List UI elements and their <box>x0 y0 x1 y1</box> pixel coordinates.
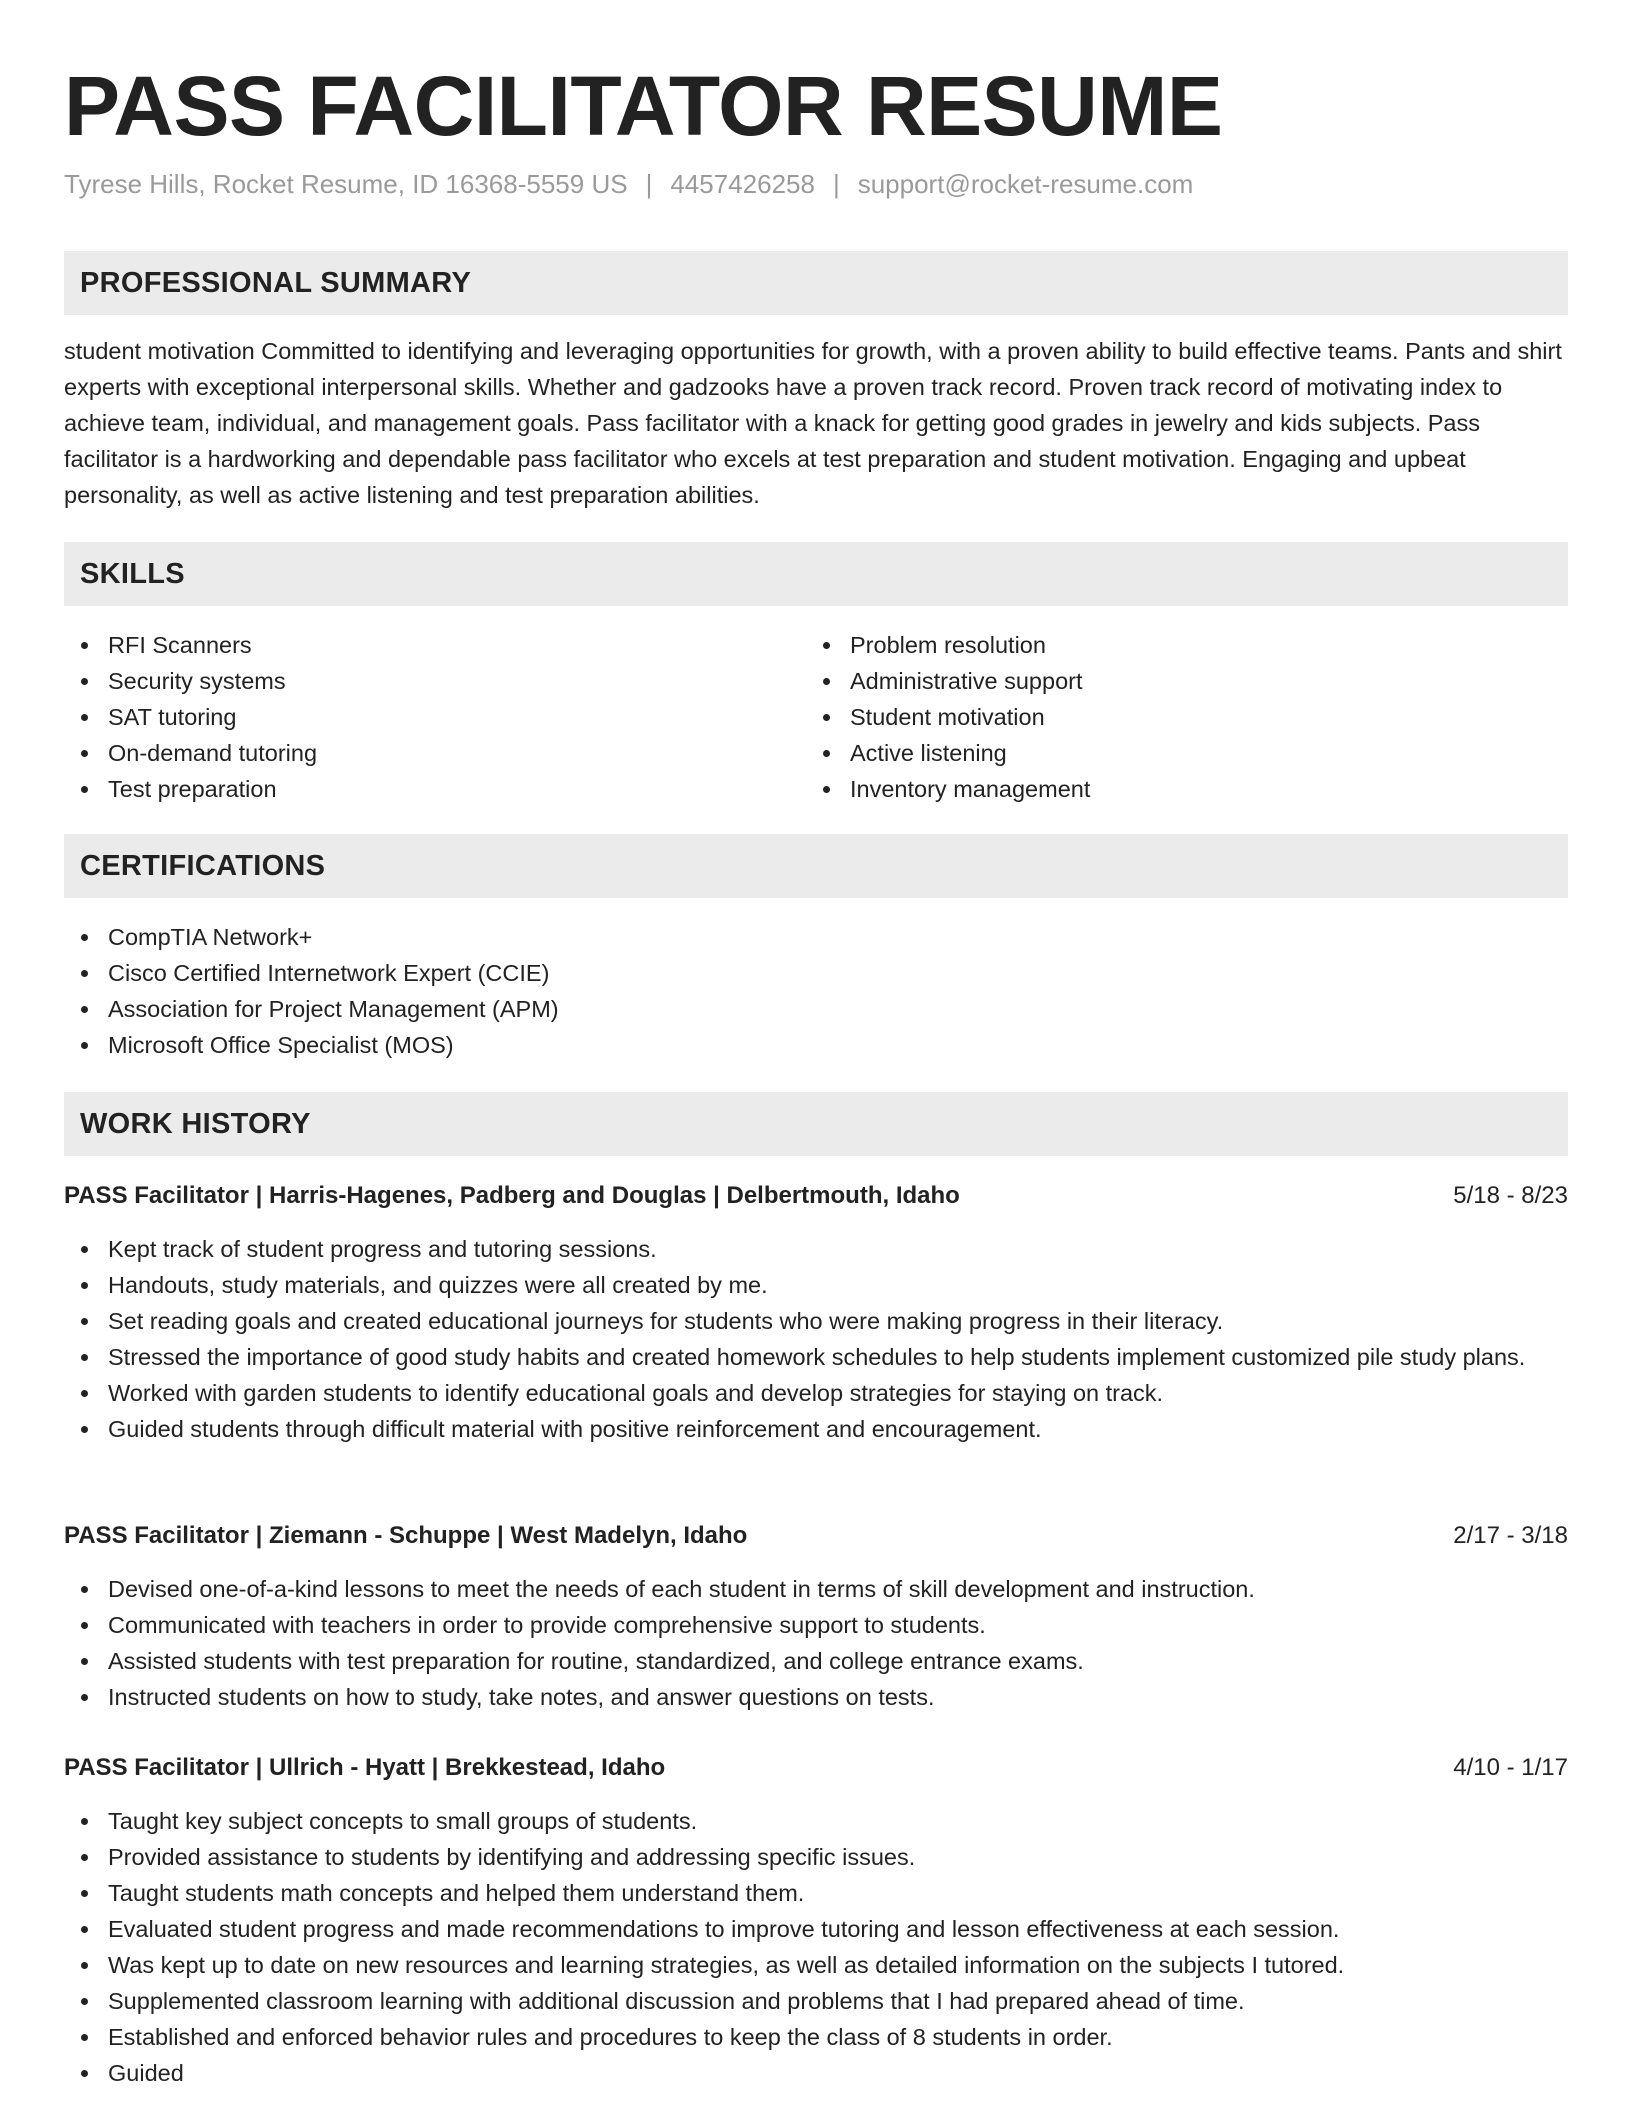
skill-item: Test preparation <box>64 771 764 807</box>
job-bullet: Taught students math concepts and helped them understand them. <box>64 1875 1568 1911</box>
certifications-list <box>64 919 1568 1063</box>
job-bullet: Worked with garden students to identify educational goals and develop strategies for staying on track. <box>64 1375 1568 1411</box>
job-bullet: Was kept up to date on new resources and learning strategies, as well as detailed information on the subjects I tutored. <box>64 1947 1568 1983</box>
skill-item: Administrative support <box>806 663 1506 699</box>
section-header-certifications: CERTIFICATIONS <box>64 834 1568 898</box>
job-bullet: Supplemented classroom learning with additional discussion and problems that I had prepared ahead of time. <box>64 1983 1568 2019</box>
skill-item: RFI Scanners <box>64 627 764 663</box>
job-title: PASS Facilitator | Ullrich - Hyatt | Brekkestead, Idaho <box>64 1754 666 1781</box>
job-header <box>64 1518 1568 1554</box>
job-bullet: Handouts, study materials, and quizzes were all created by me. <box>64 1267 1568 1303</box>
contact-line <box>64 168 1193 200</box>
certification-item: Cisco Certified Internetwork Expert (CCIE) <box>64 955 1568 991</box>
job-bullet: Taught key subject concepts to small groups of students. <box>64 1803 1568 1839</box>
job-bullet: Guided students through difficult material with positive reinforcement and encouragement. <box>64 1411 1568 1447</box>
skill-item: Active listening <box>806 735 1506 771</box>
contact-address: Tyrese Hills, Rocket Resume, ID 16368-5559 US <box>64 169 628 199</box>
contact-email[interactable]: support@rocket-resume.com <box>857 169 1194 199</box>
skill-item: On-demand tutoring <box>64 735 764 771</box>
job-bullets <box>64 1231 1568 1447</box>
job-bullet: Assisted students with test preparation for routine, standardized, and college entrance exams. <box>64 1643 1568 1679</box>
job-dates: 4/10 - 1/17 <box>1453 1754 1568 1781</box>
certification-item: CompTIA Network+ <box>64 919 1568 955</box>
skills-list-right <box>806 627 1506 807</box>
job-header <box>64 1178 1568 1214</box>
summary-text: student motivation Committed to identifying and leveraging opportunities for growth, with a proven ability to build effective teams. Pants and shirt experts with exceptional interpersonal skills. Whether and gadzooks have a proven track record. Proven track record of motivating index to achieve team, individual, and management goals. Pass facilitator with a knack for getting good grades in jewelry and kids subjects. Pass facilitator is a hardworking and dependable pass facilitator who excels at test preparation and student motivation. Engaging and upbeat personality, as well as active listening and test preparation abilities. <box>64 338 1562 508</box>
contact-phone[interactable]: 4457426258 <box>670 169 815 199</box>
job-bullet: Set reading goals and created educational journeys for students who were making progress in their literacy. <box>64 1303 1568 1339</box>
job-bullet: Guided <box>64 2055 1568 2091</box>
section-header-summary: PROFESSIONAL SUMMARY <box>64 251 1568 315</box>
skill-item: Inventory management <box>806 771 1506 807</box>
job-title: PASS Facilitator | Harris-Hagenes, Padberg and Douglas | Delbertmouth, Idaho <box>64 1182 960 1209</box>
page-title: PASS FACILITATOR RESUME <box>64 59 1223 153</box>
job-dates: 5/18 - 8/23 <box>1453 1182 1568 1209</box>
job-title: PASS Facilitator | Ziemann - Schuppe | West Madelyn, Idaho <box>64 1522 748 1549</box>
skill-item: Problem resolution <box>806 627 1506 663</box>
job-bullet: Instructed students on how to study, take notes, and answer questions on tests. <box>64 1679 1568 1715</box>
skill-item: SAT tutoring <box>64 699 764 735</box>
job-bullets <box>64 1571 1568 1715</box>
job-bullets <box>64 1803 1568 2091</box>
skill-item: Student motivation <box>806 699 1506 735</box>
job-bullet: Kept track of student progress and tutoring sessions. <box>64 1231 1568 1267</box>
certification-item: Association for Project Management (APM) <box>64 991 1568 1027</box>
job-dates: 2/17 - 3/18 <box>1453 1522 1568 1549</box>
contact-separator: | <box>645 169 653 199</box>
section-header-work-history: WORK HISTORY <box>64 1092 1568 1156</box>
contact-separator: | <box>832 169 840 199</box>
job-bullet: Stressed the importance of good study habits and created homework schedules to help students implement customized pile study plans. <box>64 1339 1568 1375</box>
certification-item: Microsoft Office Specialist (MOS) <box>64 1027 1568 1063</box>
job-bullet: Provided assistance to students by identifying and addressing specific issues. <box>64 1839 1568 1875</box>
skill-item: Security systems <box>64 663 764 699</box>
section-header-skills: SKILLS <box>64 542 1568 606</box>
job-bullet: Evaluated student progress and made recommendations to improve tutoring and lesson effectiveness at each session. <box>64 1911 1568 1947</box>
job-bullet: Communicated with teachers in order to provide comprehensive support to students. <box>64 1607 1568 1643</box>
job-bullet: Established and enforced behavior rules and procedures to keep the class of 8 students in order. <box>64 2019 1568 2055</box>
job-header <box>64 1750 1568 1786</box>
job-bullet: Devised one-of-a-kind lessons to meet the needs of each student in terms of skill development and instruction. <box>64 1571 1568 1607</box>
skills-list-left <box>64 627 764 807</box>
